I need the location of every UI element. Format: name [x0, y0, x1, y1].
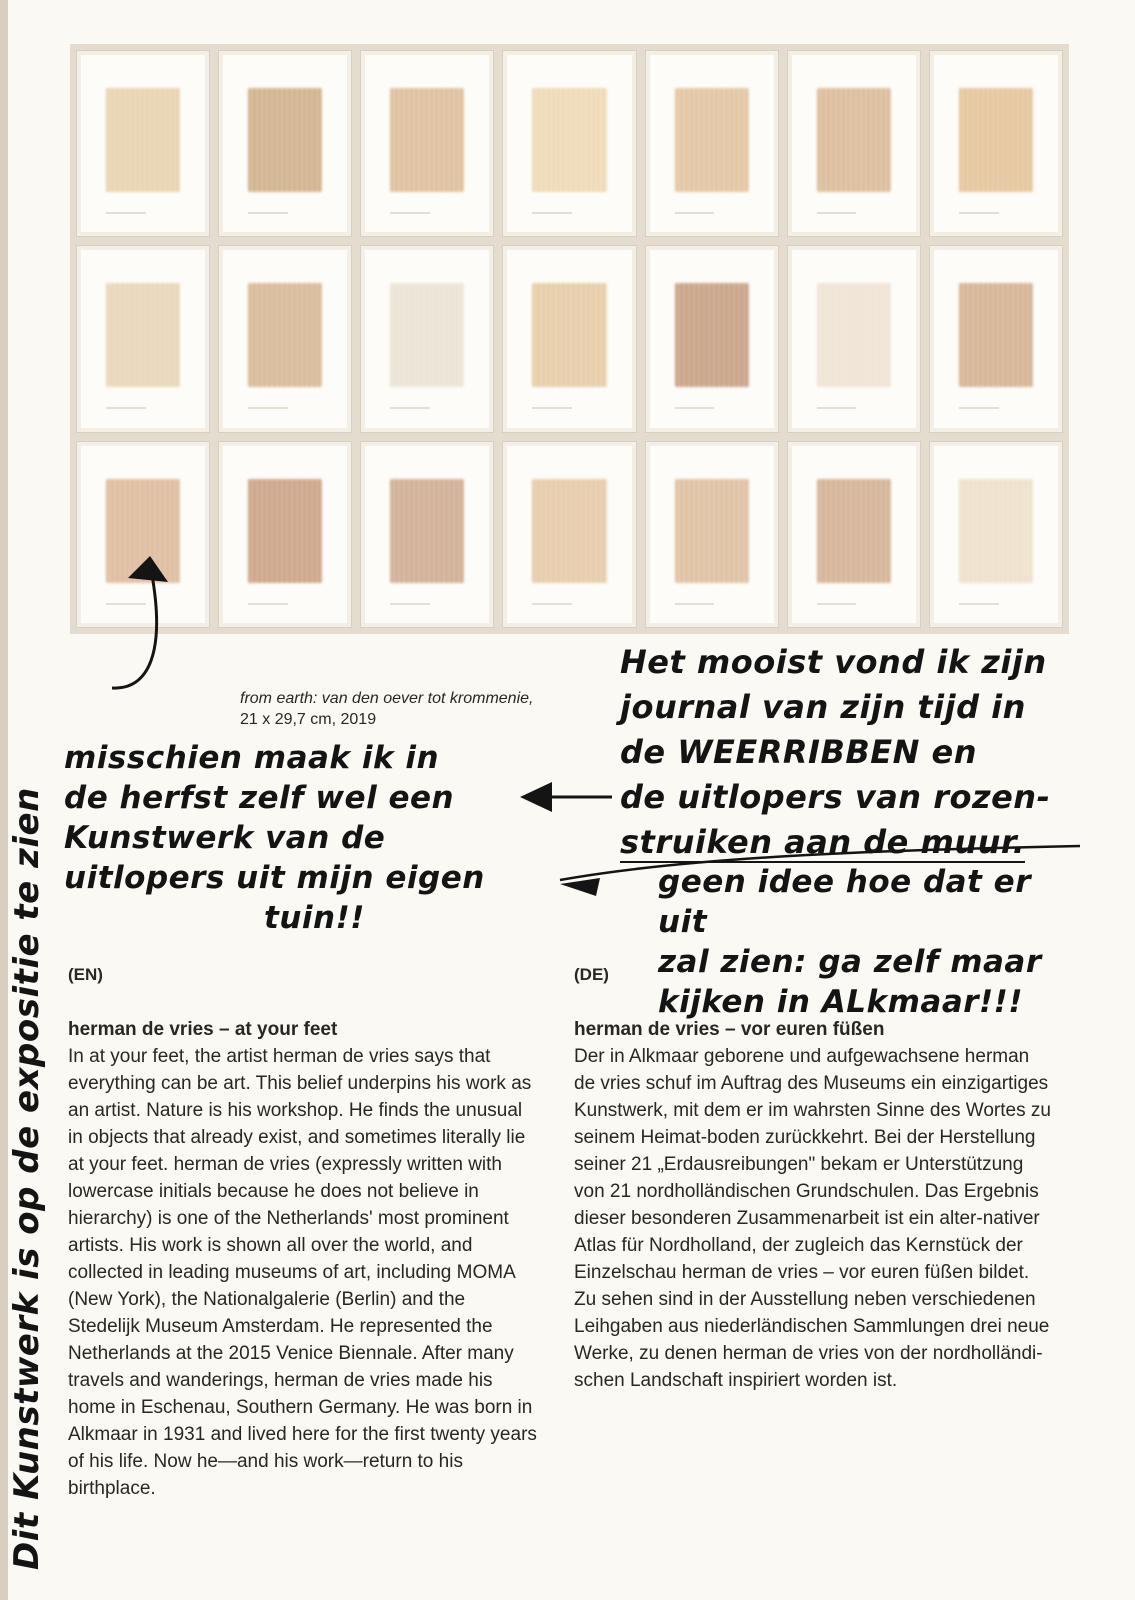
frame-label-mark	[106, 212, 146, 214]
handwritten-note-right	[620, 640, 1080, 865]
caption-details: 21 x 29,7 cm, 2019	[240, 711, 377, 728]
frame-label-mark	[532, 407, 572, 409]
artwork-caption	[240, 688, 660, 730]
note-right2-line1: geen idee hoe dat er uit	[658, 864, 1031, 940]
caption-title: from earth: van den oever tot krommenie,	[240, 690, 534, 707]
english-heading: herman de vries – at your feet	[68, 1019, 338, 1040]
frame-label-mark	[248, 407, 288, 409]
note-right-line: Het mooist vond ik zijn	[620, 643, 1047, 681]
earth-rubbing-swatch	[248, 479, 322, 583]
earth-rubbing-swatch	[817, 479, 891, 583]
frame-label-mark	[390, 603, 430, 605]
note-right2-line3: kijken in ALkmaar!!!	[658, 984, 1023, 1020]
frame-label-mark	[959, 407, 999, 409]
earth-rubbing-swatch	[390, 88, 464, 192]
english-body: In at your feet, the artist herman de vries says that everything can be art. This belief underpins his work as an artist. Nature is his workshop. He finds the unusual in objects that already exist, and sometimes literally lie at your feet. herman de vries (expressly written with lowercase initials because he does not believe in hierarchy) is one of the Netherlands' most prominent artists. His work is shown all over the world, and collected in leading museums of art, including MOMA (New York), the Nationalgalerie (Berlin) and the Stedelijk Museum Amsterdam. He represented the Netherlands at the 2015 Venice Biennale. After many travels and wanderings, herman de vries made his home in Eschenau, Southern Germany. He was born in Alkmaar in 1931 and lived here for the first twenty years of his life. Now he—and his work—return to his birthplace.	[68, 1046, 537, 1499]
note-left-line: misschien maak ik in	[64, 740, 440, 776]
frame-label-mark	[675, 603, 715, 605]
earth-rubbing-swatch	[532, 283, 606, 387]
artwork-frame	[929, 245, 1063, 432]
note-right-line: de WEERRIBBEN en	[620, 733, 977, 771]
note-right2-line2: zal zien: ga zelf maar	[658, 944, 1042, 980]
lang-label-en: (EN)	[68, 965, 103, 984]
earth-rubbing-swatch	[959, 283, 1033, 387]
note-right-line: de uitlopers van rozen-	[620, 778, 1051, 816]
frame-label-mark	[390, 407, 430, 409]
artwork-frame	[360, 245, 494, 432]
note-left-last: tuin!!	[264, 900, 365, 936]
frame-label-mark	[675, 407, 715, 409]
german-body: Der in Alkmaar geborene und aufgewachsene herman de vries schuf im Auftrag des Museums ein einzigartiges Kunstwerk, mit dem er im wahrsten Sinne des Wortes zu seinem Heimat-boden zurückkehrt. Bei der Herstellung seiner 21 „Erdausreibungen" bekam er Unterstützung von 21 nordholländischen Grundschulen. Das Ergebnis dieser besonderen Zusammenarbeit ist ein alter-nativer Atlas für Nordholland, der zugleich das Kernstück der Einzelschau herman de vries – vor euren füßen bildet. Zu sehen sind in der Ausstellung neben verschiedenen Leihgaben aus niederländischen Sammlungen drei neue Werke, zu denen herman de vries von der nordholländi-schen Landschaft inspiriert worden ist.	[574, 1046, 1051, 1391]
artwork-frame	[218, 441, 352, 628]
frame-label-mark	[532, 603, 572, 605]
earth-rubbing-swatch	[675, 283, 749, 387]
artwork-frame	[218, 50, 352, 237]
handwritten-note-left	[64, 738, 534, 938]
note-left-line: uitlopers uit mijn eigen	[64, 860, 485, 896]
artwork-frame	[218, 245, 352, 432]
artwork-frame	[929, 441, 1063, 628]
earth-rubbing-swatch	[390, 283, 464, 387]
artwork-frame	[645, 245, 779, 432]
artwork-frame	[360, 50, 494, 237]
frame-label-mark	[959, 212, 999, 214]
frame-label-mark	[675, 212, 715, 214]
earth-rubbing-swatch	[106, 479, 180, 583]
arrow-curve-head	[560, 878, 600, 896]
article-english	[68, 1016, 538, 1502]
artwork-frame	[787, 50, 921, 237]
artwork-frame	[502, 441, 636, 628]
artwork-frame	[645, 441, 779, 628]
article-german	[574, 1016, 1054, 1394]
earth-rubbing-swatch	[106, 88, 180, 192]
earth-rubbing-swatch	[248, 283, 322, 387]
artwork-frame	[787, 441, 921, 628]
artwork-frame	[502, 50, 636, 237]
note-left-line: Kunstwerk van de	[64, 820, 386, 856]
earth-rubbing-swatch	[675, 88, 749, 192]
handwritten-note-right-second	[610, 862, 1080, 1022]
earth-rubbing-swatch	[959, 479, 1033, 583]
earth-rubbing-swatch	[817, 283, 891, 387]
earth-rubbing-swatch	[817, 88, 891, 192]
frame-label-mark	[248, 212, 288, 214]
artwork-frame	[76, 50, 210, 237]
german-heading: herman de vries – vor euren füßen	[574, 1019, 885, 1040]
frame-label-mark	[532, 212, 572, 214]
artwork-frame	[502, 245, 636, 432]
frame-label-mark	[817, 407, 857, 409]
frame-label-mark	[106, 603, 146, 605]
frame-label-mark	[248, 603, 288, 605]
frame-label-mark	[817, 212, 857, 214]
artwork-frame	[787, 245, 921, 432]
earth-rubbing-swatch	[675, 479, 749, 583]
earth-rubbing-swatch	[532, 479, 606, 583]
frame-label-mark	[959, 603, 999, 605]
earth-rubbing-swatch	[532, 88, 606, 192]
handwritten-vertical-note: Dit Kunstwerk is op de expositie te zien	[7, 787, 47, 1570]
artwork-frame	[929, 50, 1063, 237]
earth-rubbing-swatch	[248, 88, 322, 192]
artwork-frame	[360, 441, 494, 628]
frame-label-mark	[390, 212, 430, 214]
artwork-frame	[76, 245, 210, 432]
lang-label-de: (DE)	[574, 965, 609, 984]
note-right-line: journal van zijn tijd in	[620, 688, 1026, 726]
frame-label-mark	[106, 407, 146, 409]
earth-rubbing-swatch	[959, 88, 1033, 192]
artwork-photo-grid	[70, 44, 1069, 634]
note-left-line: de herfst zelf wel een	[64, 780, 455, 816]
earth-rubbing-swatch	[106, 283, 180, 387]
frame-label-mark	[817, 603, 857, 605]
artwork-frame	[76, 441, 210, 628]
artwork-frame	[645, 50, 779, 237]
earth-rubbing-swatch	[390, 479, 464, 583]
note-right-underlined: struiken aan de muur.	[620, 823, 1026, 861]
